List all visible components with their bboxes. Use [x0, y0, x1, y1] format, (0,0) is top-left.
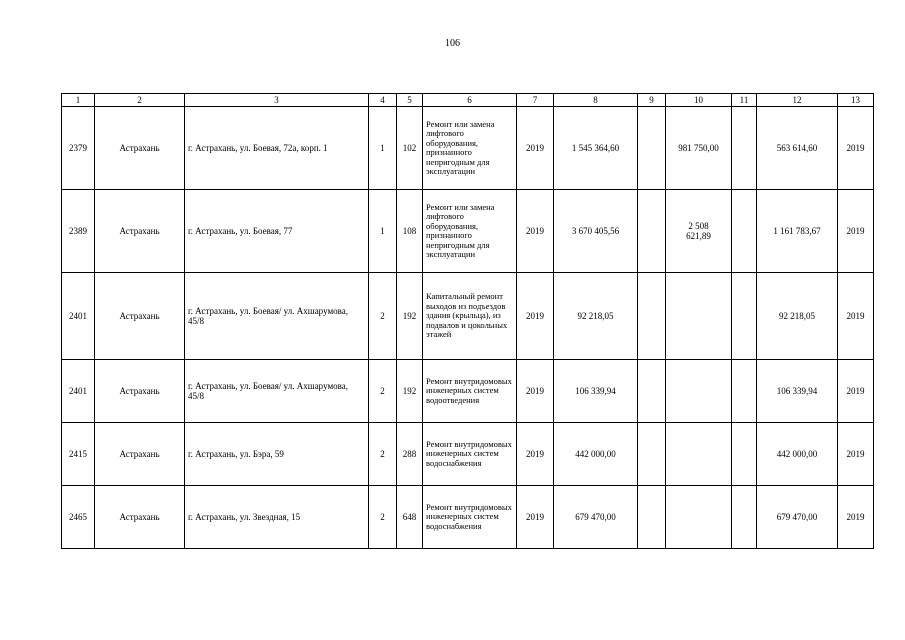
col12-cell: 563 614,60 — [757, 107, 838, 190]
work-type-cell: Ремонт внутридомовых инженерных систем водоснабжения — [423, 486, 517, 549]
year-cell: 2019 — [517, 423, 554, 486]
col13-cell: 2019 — [838, 360, 874, 423]
col11-cell — [732, 486, 757, 549]
table-row — [62, 107, 874, 190]
col13-cell: 2019 — [838, 107, 874, 190]
col12-cell: 106 339,94 — [757, 360, 838, 423]
column-header: 2 — [95, 94, 185, 107]
year-cell: 2019 — [517, 273, 554, 360]
city-cell: Астрахань — [95, 273, 185, 360]
col4-cell: 1 — [369, 107, 397, 190]
col4-cell: 2 — [369, 273, 397, 360]
col4-cell: 2 — [369, 360, 397, 423]
column-header: 5 — [397, 94, 423, 107]
work-type-cell: Капитальный ремонт выходов из подъездов здания (крыльца), из подвалов и цокольных этажей — [423, 273, 517, 360]
col4-cell: 2 — [369, 486, 397, 549]
col11-cell — [732, 190, 757, 273]
header-row — [62, 94, 874, 107]
year-cell: 2019 — [517, 360, 554, 423]
col10-cell — [666, 360, 732, 423]
total-cost-cell: 92 218,05 — [554, 273, 638, 360]
city-cell: Астрахань — [95, 423, 185, 486]
col12-cell: 442 000,00 — [757, 423, 838, 486]
total-cost-cell: 1 545 364,60 — [554, 107, 638, 190]
col10-cell — [666, 273, 732, 360]
work-type-cell: Ремонт внутридомовых инженерных систем водоснабжения — [423, 423, 517, 486]
col11-cell — [732, 273, 757, 360]
row-id: 2465 — [62, 486, 95, 549]
col11-cell — [732, 107, 757, 190]
col11-cell — [732, 360, 757, 423]
total-cost-cell: 3 670 405,56 — [554, 190, 638, 273]
col5-cell: 648 — [397, 486, 423, 549]
col9-cell — [638, 107, 666, 190]
column-header: 8 — [554, 94, 638, 107]
city-cell: Астрахань — [95, 486, 185, 549]
row-id: 2379 — [62, 107, 95, 190]
col9-cell — [638, 273, 666, 360]
col9-cell — [638, 423, 666, 486]
table-row — [62, 423, 874, 486]
column-header: 1 — [62, 94, 95, 107]
column-header: 10 — [666, 94, 732, 107]
col13-cell: 2019 — [838, 273, 874, 360]
address-cell: г. Астрахань, ул. Боевая/ ул. Ахшарумова, 45/8 — [185, 273, 369, 360]
col9-cell — [638, 360, 666, 423]
address-cell: г. Астрахань, ул. Бэра, 59 — [185, 423, 369, 486]
col10-cell: 2 508 621,89 — [666, 190, 732, 273]
work-type-cell: Ремонт внутридомовых инженерных систем водоотведения — [423, 360, 517, 423]
table-row — [62, 190, 874, 273]
col5-cell: 192 — [397, 273, 423, 360]
col12-cell: 1 161 783,67 — [757, 190, 838, 273]
col13-cell: 2019 — [838, 190, 874, 273]
column-header: 9 — [638, 94, 666, 107]
col10-cell — [666, 486, 732, 549]
year-cell: 2019 — [517, 107, 554, 190]
col5-cell: 102 — [397, 107, 423, 190]
address-cell: г. Астрахань, ул. Боевая/ ул. Ахшарумова, 45/8 — [185, 360, 369, 423]
col9-cell — [638, 190, 666, 273]
column-header: 4 — [369, 94, 397, 107]
total-cost-cell: 106 339,94 — [554, 360, 638, 423]
row-id: 2389 — [62, 190, 95, 273]
total-cost-cell: 442 000,00 — [554, 423, 638, 486]
city-cell: Астрахань — [95, 360, 185, 423]
table-row — [62, 273, 874, 360]
city-cell: Астрахань — [95, 190, 185, 273]
work-type-cell: Ремонт или замена лифтового оборудования, признанного непригодным для эксплуатации — [423, 190, 517, 273]
column-header: 11 — [732, 94, 757, 107]
total-cost-cell: 679 470,00 — [554, 486, 638, 549]
column-header: 7 — [517, 94, 554, 107]
year-cell: 2019 — [517, 486, 554, 549]
col9-cell — [638, 486, 666, 549]
col10-cell: 981 750,00 — [666, 107, 732, 190]
col5-cell: 288 — [397, 423, 423, 486]
col12-cell: 92 218,05 — [757, 273, 838, 360]
table-row — [62, 486, 874, 549]
row-id: 2415 — [62, 423, 95, 486]
address-cell: г. Астрахань, ул. Боевая, 77 — [185, 190, 369, 273]
col5-cell: 192 — [397, 360, 423, 423]
address-cell: г. Астрахань, ул. Звездная, 15 — [185, 486, 369, 549]
col13-cell: 2019 — [838, 486, 874, 549]
year-cell: 2019 — [517, 190, 554, 273]
column-header: 12 — [757, 94, 838, 107]
column-header: 13 — [838, 94, 874, 107]
capital-repair-table — [61, 93, 874, 549]
col5-cell: 108 — [397, 190, 423, 273]
page-number: 106 — [445, 38, 460, 49]
column-header: 3 — [185, 94, 369, 107]
address-cell: г. Астрахань, ул. Боевая, 72а, корп. 1 — [185, 107, 369, 190]
col11-cell — [732, 423, 757, 486]
col4-cell: 1 — [369, 190, 397, 273]
col13-cell: 2019 — [838, 423, 874, 486]
column-header: 6 — [423, 94, 517, 107]
col12-cell: 679 470,00 — [757, 486, 838, 549]
row-id: 2401 — [62, 273, 95, 360]
row-id: 2401 — [62, 360, 95, 423]
col4-cell: 2 — [369, 423, 397, 486]
work-type-cell: Ремонт или замена лифтового оборудования, признанного непригодным для эксплуатации — [423, 107, 517, 190]
city-cell: Астрахань — [95, 107, 185, 190]
col10-cell — [666, 423, 732, 486]
table-row — [62, 360, 874, 423]
